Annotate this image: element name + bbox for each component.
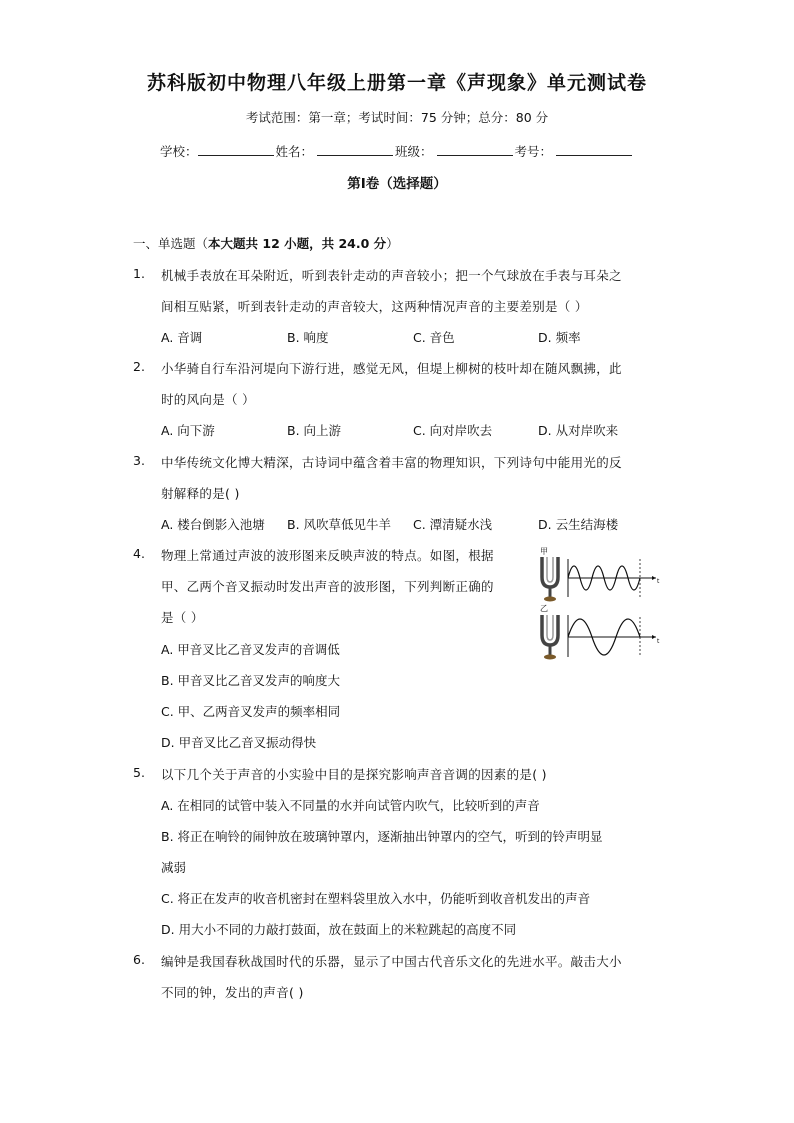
- question-line: 物理上常通过声波的波形图来反映声波的特点。如图，根据: [161, 548, 494, 563]
- fork-label-top: 甲: [540, 547, 548, 556]
- option-d[interactable]: D. 频率: [538, 330, 581, 345]
- page-title: 苏科版初中物理八年级上册第一章《声现象》单元测试卷: [146, 72, 647, 94]
- section-detail: 本大题共 12 小题，共 24.0 分: [208, 236, 387, 251]
- question-number: 2.: [133, 359, 145, 374]
- question-line: 时的风向是（ ）: [161, 392, 255, 407]
- question-line: 不同的钟，发出的声音( ): [161, 985, 304, 1000]
- question-line: 小华骑自行车沿河堤向下游行进，感觉无风，但堤上柳树的枝叶却在随风飘拂，此: [161, 361, 622, 376]
- axis-t-label: t: [657, 638, 660, 645]
- option-a[interactable]: A. 向下游: [161, 423, 215, 438]
- number-label: 考号：: [514, 144, 553, 159]
- option-c[interactable]: C. 将正在发声的收音机密封在塑料袋里放入水中，仍能听到收音机发出的声音: [161, 891, 591, 906]
- tuning-fork-icon: [542, 615, 558, 660]
- school-blank[interactable]: [198, 143, 274, 156]
- option-d[interactable]: D. 云生结海楼: [538, 517, 619, 532]
- question-line: 以下几个关于声音的小实验中目的是探究影响声音音调的因素的是( ): [161, 767, 547, 782]
- question-line: 射解释的是( ): [161, 486, 240, 501]
- name-label: 姓名：: [275, 144, 314, 159]
- question-number: 3.: [133, 453, 145, 468]
- question-line: 机械手表放在耳朵附近，听到表针走动的声音较小；把一个气球放在手表与耳朵之: [161, 268, 622, 283]
- option-b[interactable]: B. 将正在响铃的闹钟放在玻璃钟罩内，逐渐抽出钟罩内的空气，听到的铃声明显: [161, 829, 603, 844]
- option-a[interactable]: A. 楼台倒影入池塘: [161, 517, 265, 532]
- option-c[interactable]: C. 音色: [413, 330, 455, 345]
- option-c[interactable]: C. 甲、乙两音叉发声的频率相同: [161, 704, 341, 719]
- question-number: 5.: [133, 765, 145, 780]
- question-line: 中华传统文化博大精深，古诗词中蕴含着丰富的物理知识，下列诗句中能用光的反: [161, 455, 622, 470]
- number-blank[interactable]: [556, 143, 632, 156]
- fork-label-bottom: 乙: [540, 604, 548, 613]
- student-info-row: [160, 142, 634, 160]
- exam-meta: 考试范围：第一章；考试时间：75 分钟；总分：80 分: [245, 110, 549, 125]
- option-d[interactable]: D. 甲音叉比乙音叉振动得快: [161, 735, 317, 750]
- question-number: 1.: [133, 266, 145, 281]
- question-number: 6.: [133, 952, 145, 967]
- section-heading: [133, 234, 399, 252]
- tuning-fork-waveform-figure: [538, 545, 662, 665]
- question-line: 编钟是我国春秋战国时代的乐器，显示了中国古代音乐文化的先进水平。敲击大小: [161, 954, 622, 969]
- class-label: 班级：: [395, 144, 433, 159]
- option-d[interactable]: D. 从对岸吹来: [538, 423, 619, 438]
- name-blank[interactable]: [317, 143, 393, 156]
- section-suffix: ）: [386, 236, 399, 251]
- option-b[interactable]: B. 响度: [287, 330, 329, 345]
- question-line: 甲、乙两个音叉振动时发出声音的波形图，下列判断正确的: [161, 579, 494, 594]
- class-blank[interactable]: [437, 143, 513, 156]
- option-a[interactable]: A. 音调: [161, 330, 203, 345]
- option-b[interactable]: B. 风吹草低见牛羊: [287, 517, 392, 532]
- option-b[interactable]: B. 甲音叉比乙音叉发声的响度大: [161, 673, 341, 688]
- option-c[interactable]: C. 向对岸吹去: [413, 423, 493, 438]
- axis-t-label: t: [657, 578, 660, 585]
- option-a[interactable]: A. 在相同的试管中装入不同量的水并向试管内吹气，比较听到的声音: [161, 798, 540, 813]
- question-number: 4.: [133, 546, 145, 561]
- volume-heading: 第Ⅰ卷（选择题）: [347, 176, 447, 192]
- question-line: 间相互贴紧，听到表针走动的声音较大，这两种情况声音的主要差别是（ ）: [161, 299, 588, 314]
- option-a[interactable]: A. 甲音叉比乙音叉发声的音调低: [161, 642, 340, 657]
- option-c[interactable]: C. 潭清疑水浅: [413, 517, 493, 532]
- option-d[interactable]: D. 用大小不同的力敲打鼓面，放在鼓面上的米粒跳起的高度不同: [161, 922, 517, 937]
- question-line: 是（ ）: [161, 610, 204, 625]
- option-b-continued: 减弱: [161, 860, 187, 875]
- section-prefix: 一、单选题（: [133, 236, 209, 251]
- school-label: 学校：: [160, 144, 198, 159]
- tuning-fork-icon: [542, 557, 558, 602]
- option-b[interactable]: B. 向上游: [287, 423, 342, 438]
